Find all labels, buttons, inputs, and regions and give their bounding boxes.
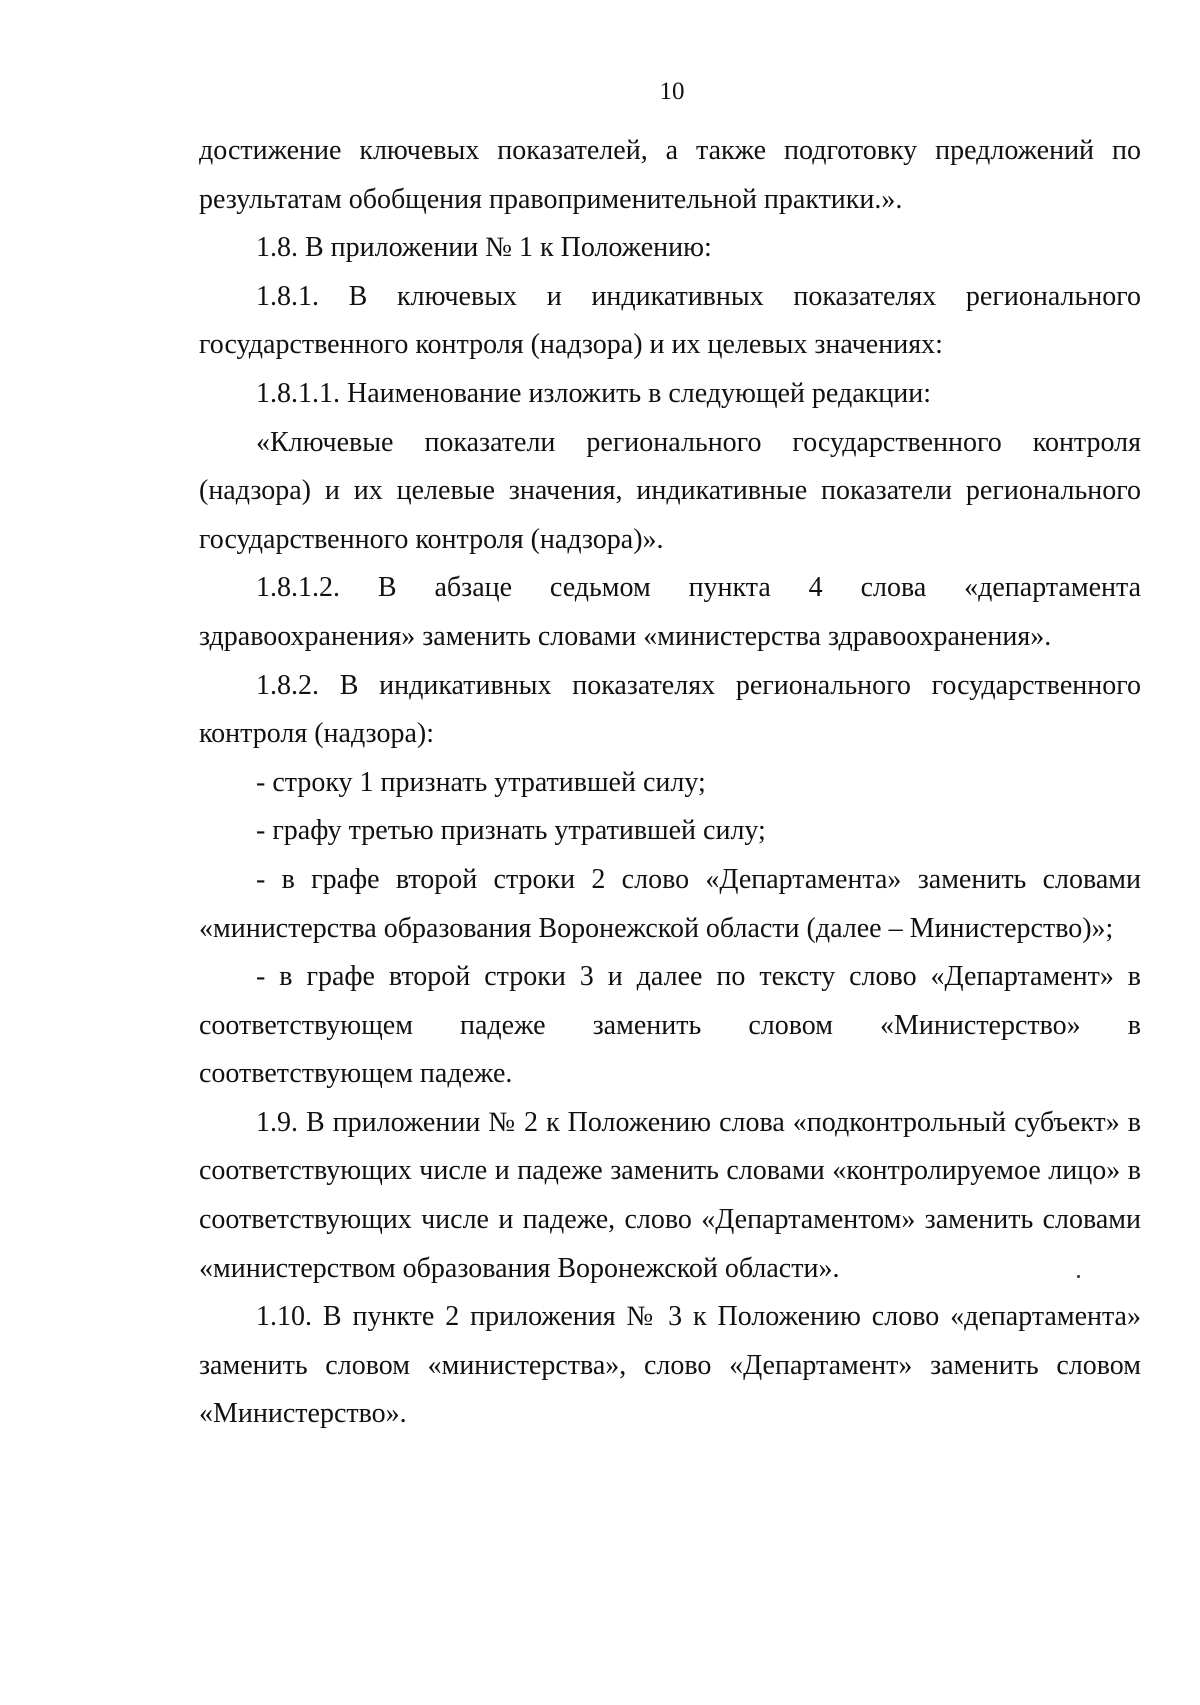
paragraph-8: - строку 1 признать утратившей силу;	[256, 766, 706, 798]
paragraph-4: 1.8.1.1. Наименование изложить в следующей редакции:	[256, 377, 931, 409]
paragraph-6: 1.8.1.2. В абзаце седьмом пункта 4 слова «департамента здравоохранения» заменить словами «министерства здравоохранения».	[199, 572, 1141, 652]
paragraph-13: 1.10. В пункте 2 приложения № 3 к Положению слово «департамента» заменить словом «министерства», слово «Департамент» заменить словом «Министерство».	[199, 1301, 1141, 1430]
paragraph-7: 1.8.2. В индикативных показателях регионального государственного контроля (надзора):	[199, 669, 1141, 750]
paragraph-11: - в графе второй строки 3 и далее по тексту слово «Департамент» в соответствующем падеже заменить словом «Министерство» в соответствующем падеже.	[199, 961, 1141, 1090]
document-body	[199, 127, 1141, 1439]
paragraph-5: «Ключевые показатели регионального государственного контроля (надзора) и их целевые значения, индикативные показатели регионального государственного контроля (надзора)».	[199, 426, 1141, 555]
page-number: 10	[659, 78, 685, 105]
paragraph-12: 1.9. В приложении № 2 к Положению слова «подконтрольный субъект» в соответствующих числе и падеже заменить словами «контролируемое лицо» в соответствующих числе и падеже, слово «Департаментом» заменить словами «министерством образования Воронежской области».	[199, 1106, 1141, 1284]
paragraph-10: - в графе второй строки 2 слово «Департамента» заменить словами «министерства образования Воронежской области (далее – Министерство)»;	[199, 863, 1141, 944]
paragraph-9: - графу третью признать утратившей силу;	[256, 815, 766, 847]
paragraph-2: 1.8. В приложении № 1 к Положению:	[256, 232, 712, 264]
scan-speck	[1077, 1275, 1080, 1278]
paragraph-1: достижение ключевых показателей, а также подготовку предложений по результатам обобщения правоприменительной практики.».	[199, 135, 1141, 215]
paragraph-3: 1.8.1. В ключевых и индикативных показателях регионального государственного контроля (надзора) и их целевых значениях:	[199, 280, 1141, 361]
